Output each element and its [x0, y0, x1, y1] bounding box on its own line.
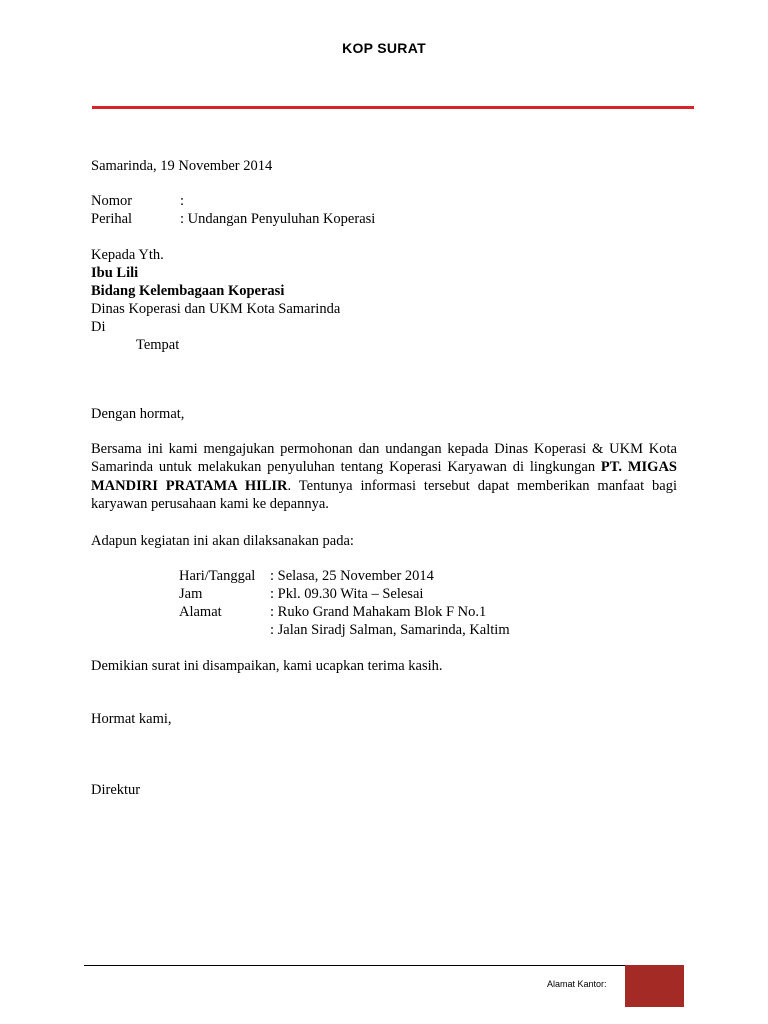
nomor-label: Nomor	[91, 193, 133, 209]
schedule-day-label: Hari/Tanggal	[179, 568, 256, 584]
closing-sentence: Demikian surat ini disampaikan, kami ucapkan terima kasih.	[91, 658, 443, 674]
schedule-address-line2: : Jalan Siradj Salman, Samarinda, Kaltim	[270, 622, 510, 638]
footer-divider	[84, 965, 684, 966]
body-paragraph	[91, 440, 677, 513]
signer-title: Direktur	[91, 782, 141, 798]
schedule-intro: Adapun kegiatan ini akan dilaksanakan pada:	[91, 533, 354, 549]
letterhead-title: KOP SURAT	[342, 40, 426, 56]
schedule-address-label: Alamat	[179, 604, 222, 620]
place-date: Samarinda, 19 November 2014	[91, 158, 273, 174]
recipient-division: Bidang Kelembagaan Koperasi	[91, 283, 285, 299]
nomor-value: :	[180, 193, 185, 209]
recipient-salutation: Kepada Yth.	[91, 247, 164, 263]
body-text-part2: . Tentunya informasi tersebut dapat memberikan manfaat bagi karyawan perusahaan kami ke depannya.	[91, 477, 677, 512]
schedule-time-label: Jam	[179, 586, 203, 602]
regards: Hormat kami,	[91, 711, 172, 727]
perihal-label: Perihal	[91, 211, 133, 227]
schedule-day-value: : Selasa, 25 November 2014	[270, 568, 434, 584]
letterhead-divider	[92, 106, 694, 109]
schedule-time-value: : Pkl. 09.30 Wita – Selesai	[270, 586, 424, 602]
recipient-name: Ibu Lili	[91, 265, 139, 281]
recipient-tempat: Tempat	[136, 337, 180, 353]
footer-address-label: Alamat Kantor:	[547, 979, 607, 989]
footer-color-block	[625, 965, 684, 1007]
recipient-di: Di	[91, 319, 106, 335]
greeting: Dengan hormat,	[91, 406, 185, 422]
recipient-agency: Dinas Koperasi dan UKM Kota Samarinda	[91, 301, 341, 317]
schedule-address-line1: : Ruko Grand Mahakam Blok F No.1	[270, 604, 487, 620]
perihal-value: : Undangan Penyuluhan Koperasi	[180, 211, 376, 227]
body-text-part1: Bersama ini kami mengajukan permohonan dan undangan kepada Dinas Koperasi & UKM Kota Samarinda untuk melakukan penyuluhan tentang Koperasi Karyawan di lingkungan	[91, 441, 677, 476]
company-name: PT. MIGAS MANDIRI PRATAMA HILIR	[91, 459, 677, 494]
